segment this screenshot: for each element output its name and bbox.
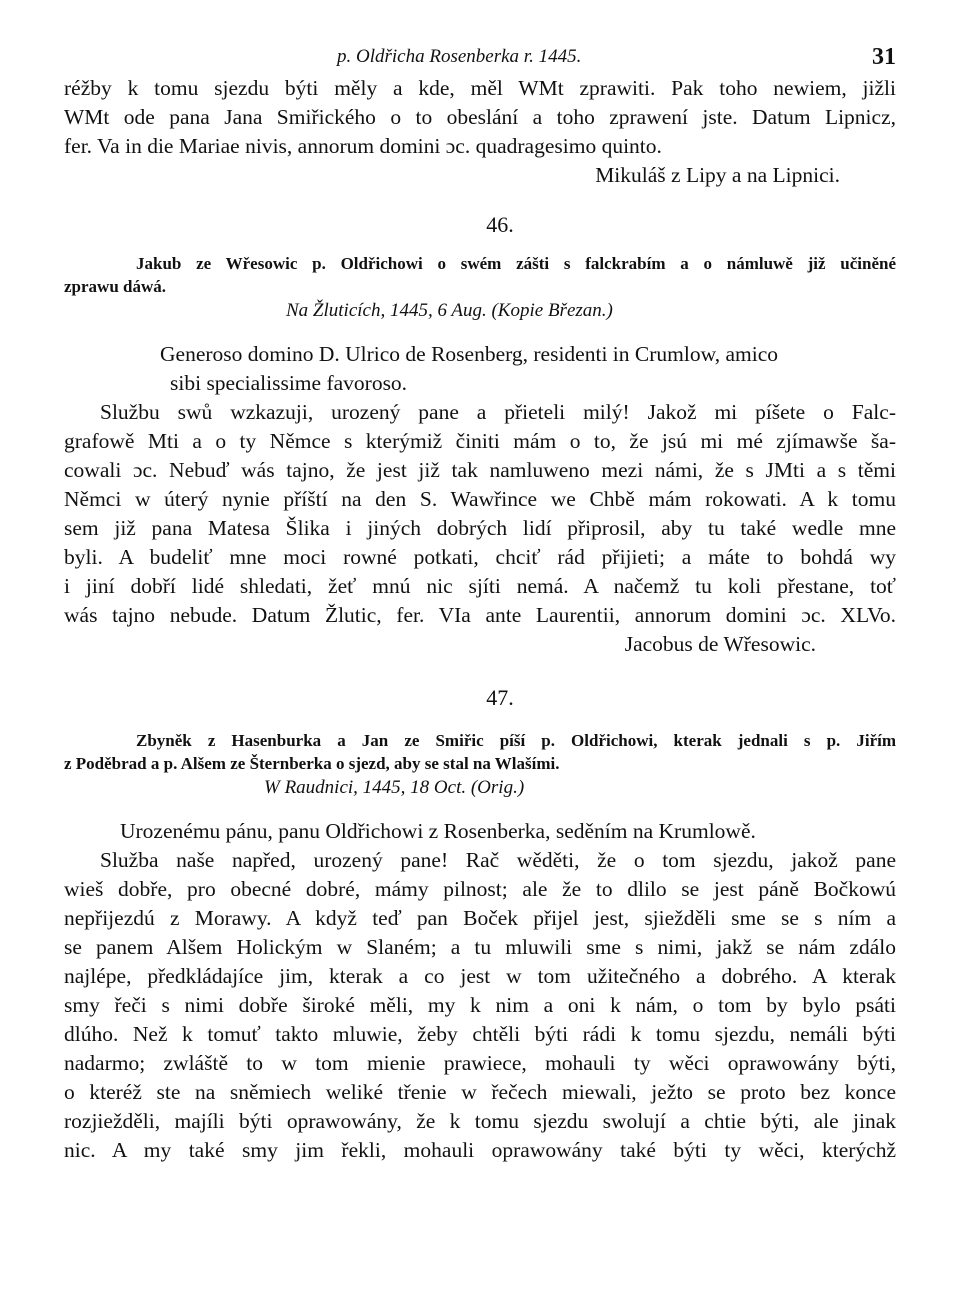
body-line: Službu swů wzkazuji, urozený pane a přieteli milý! Jakož mi píšete o Falc- bbox=[100, 400, 896, 424]
body-line: sem již pana Matesa Šlika i jiných dobrých lidí připrosil, aby tu také wedle mne bbox=[64, 516, 896, 540]
summary-line: zprawu dáwá. bbox=[64, 277, 167, 296]
body-line: byli. A budeliť mne moci rowné potkati, chciť rád přijieti; a máte to bohdá wy bbox=[64, 545, 896, 569]
running-head-title: p. Oldřicha Rosenberka r. 1445. bbox=[337, 46, 582, 67]
body-line: najlépe, předkládajíce jim, kterak a co jest w tom užitečného a dobrého. A kterak bbox=[64, 964, 896, 988]
letter-body bbox=[64, 398, 896, 659]
source-note: W Raudnici, 1445, 18 Oct. (Orig.) bbox=[264, 777, 525, 798]
body-line: se panem Alšem Holickým w Slaném; a tu mluwili sme s nimi, jakž se nám zdálo bbox=[64, 935, 896, 959]
document-number: 46. bbox=[486, 212, 514, 237]
body-line: nadarmo; zwláště to w tom mienie prawiece, mohauli ty wěci oprawowány býti, bbox=[64, 1051, 896, 1075]
body-line: wás tajno nebude. Datum Žlutic, fer. VIa ante Laurentii, annorum domini ɔc. XLVo. bbox=[64, 603, 896, 627]
body-line: Němci w úterý nynie příští na den S. Wawřince we Chbě mám rokowati. A k tomu bbox=[64, 487, 896, 511]
paragraph-line: fer. Va in die Mariae nivis, annorum domini ɔc. quadragesimo quinto. bbox=[64, 134, 662, 158]
address-line: sibi specialissime favoroso. bbox=[170, 371, 408, 395]
document-summary bbox=[64, 729, 896, 775]
summary-line: Jakub ze Wřesowic p. Oldřichowi o swém zášti s falckrabím a o námluwě již učiněné bbox=[136, 254, 896, 273]
body-line: nic. A my také smy jim řekli, mohauli oprawowány také býti ty wěci, kterýchž bbox=[64, 1138, 896, 1162]
document-page bbox=[64, 40, 896, 1165]
paragraph-line: réžby k tomu sjezdu býti měly a kde, měl WMt zprawiti. Pak toho newiem, jižli bbox=[64, 76, 896, 100]
summary-line: z Poděbrad a p. Alšem ze Šternberka o sjezd, aby se stal na Wlašími. bbox=[64, 754, 560, 773]
letter-address bbox=[64, 340, 896, 398]
body-line: wieš dobře, pro obecné dobré, mámy pilnost; ale že to dlilo se jest páně Bočkowú bbox=[64, 877, 896, 901]
document-summary bbox=[64, 252, 896, 298]
body-line: dlúho. Než k tomuť takto mluwie, žeby chtěli býti rádi k tomu sjezdu, nemáli býti bbox=[64, 1022, 896, 1046]
body-line: i jiní dobří lidé shledati, žeť mnú nic sjíti nemá. A načemž tu koli přestane, toť bbox=[64, 574, 896, 598]
running-head bbox=[64, 40, 896, 74]
letter-address: Urozenému pánu, panu Oldřichowi z Rosenberka, seděním na Krumlowě. bbox=[120, 819, 756, 843]
paragraph-line: WMt ode pana Jana Smiřického o to obeslání a toho zprawení jste. Datum Lipnicz, bbox=[64, 105, 896, 129]
body-line: rozjiežděli, majíli býti oprawowány, že k tomu sjezdu swolují a chtie býti, ale jinak bbox=[64, 1109, 896, 1133]
body-line: nepřijezdú z Morawy. A když teď pan Boček přijel jest, sjiežděli sme se s ním a bbox=[64, 906, 896, 930]
document-number: 47. bbox=[486, 685, 514, 710]
body-line: cowali ɔc. Nebuď wás tajno, že jest již tak namluweno mezi námi, že s JMti a s těmi bbox=[64, 458, 896, 482]
address-line: Generoso domino D. Ulrico de Rosenberg, residenti in Crumlow, amico bbox=[160, 342, 779, 366]
letter-body bbox=[64, 846, 896, 1165]
body-line: o kteréž ste na sněmiech weliké třenie w řečech miewali, ježto se proto bez konce bbox=[64, 1080, 896, 1104]
summary-line: Zbyněk z Hasenburka a Jan ze Smiřic píší p. Oldřichowi, kterak jednali s p. Jiřím bbox=[136, 731, 896, 750]
source-note: Na Žluticích, 1445, 6 Aug. (Kopie Březan.) bbox=[286, 300, 613, 321]
top-paragraph bbox=[64, 74, 896, 190]
signature: Mikuláš z Lipy a na Lipnici. bbox=[595, 163, 840, 187]
body-line: Služba naše napřed, urozený pane! Rač wěděti, že o tom sjezdu, jakož pane bbox=[100, 848, 896, 872]
body-line: grafowě Mti a o ty Němce s kterýmiž činiti mám o to, že jsú mi mé zjímawše ša- bbox=[64, 429, 896, 453]
signature: Jacobus de Wřesowic. bbox=[624, 632, 816, 656]
body-line: smy řeči s nimi dobře široké měli, my k nim a oni k nám, o tom by bylo psáti bbox=[64, 993, 896, 1017]
page-number: 31 bbox=[872, 44, 896, 70]
